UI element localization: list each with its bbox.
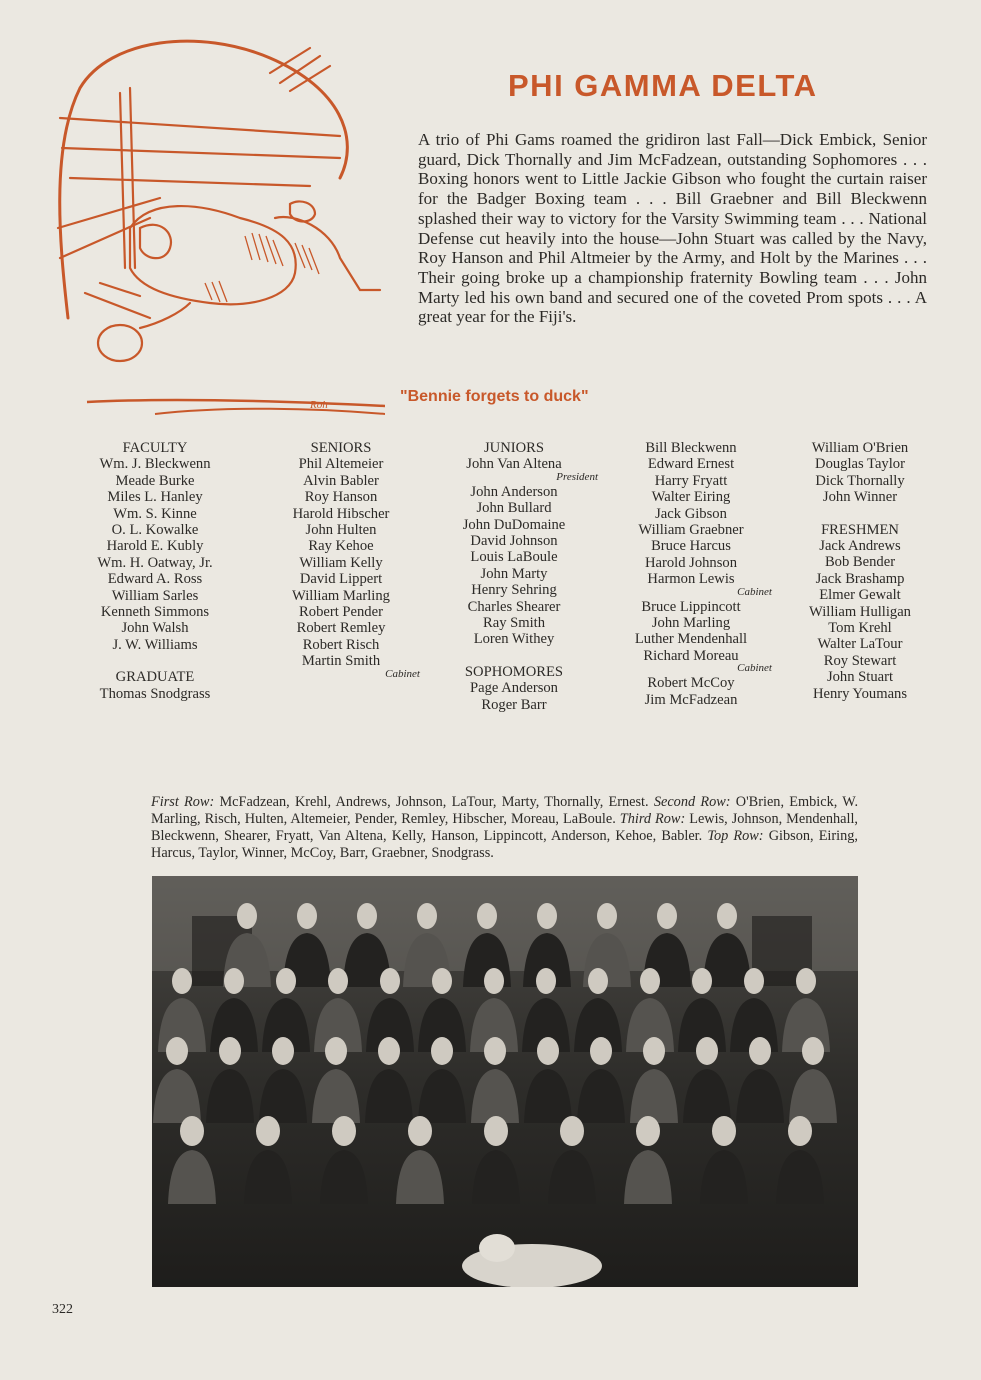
person-head [477,903,497,929]
roster-column-juniors-cont [610,440,772,708]
roster-entry: Jim McFadzean [644,691,738,708]
person-head [712,1116,736,1146]
person-head [432,968,452,994]
roster-entry: Ray Kehoe [308,538,374,555]
roster-entry: Elmer Gewalt [819,587,901,604]
roster-entry: GRADUATE [115,669,195,686]
person-head [172,968,192,994]
roster-entry: Edward A. Ross [107,571,203,588]
roster-entry: William Hulligan [809,603,911,620]
photo-caption [151,794,858,862]
roster-entry: Bill Bleckwenn [645,440,737,456]
roster-entry: Loren Withey [473,631,555,648]
first-row-label: First Row: [151,794,215,810]
person-head [597,903,617,929]
roster-entry: John Stuart [826,669,894,686]
person-head [256,1116,280,1146]
roster-entry: John DuDomaine [462,516,566,533]
boxing-cartoon-illustration [40,28,390,368]
person-head [484,1116,508,1146]
cartoon-signature-swash [85,392,385,428]
person-head [180,1116,204,1146]
cartoon-signature: Roh [310,399,328,411]
roster-entry: Harold Hibscher [292,505,390,522]
roster-entry: John Walsh [121,620,189,637]
roster-entry: Louis LaBoule [470,549,558,566]
roster-entry: Jack Brashamp [815,570,905,587]
cartoon-caption: "Bennie forgets to duck" [400,388,589,405]
roster-entry: John Anderson [470,483,558,500]
roster-entry: John Bullard [476,500,552,517]
roster-entry: Tom Krehl [828,620,892,637]
roster-entry: Meade Burke [115,472,195,489]
roster-entry: Charles Shearer [467,598,561,615]
roster-entry: William Kelly [299,554,383,571]
person-head [332,1116,356,1146]
top-row-label: Top Row: [707,828,764,844]
roster-note: Cabinet [385,667,420,680]
roster-entry: Miles L. Hanley [107,489,203,506]
roster-entry: William O'Brien [811,440,909,456]
person-head [749,1037,771,1065]
roster-entry: Ray Smith [482,615,546,632]
roster-entry: SENIORS [310,440,372,456]
person-head [692,968,712,994]
roster-column-seniors [262,440,420,681]
person-head [560,1116,584,1146]
roster-entry: FRESHMEN [821,521,899,538]
person-head [696,1037,718,1065]
roster-entry: John Marling [651,615,731,632]
roster-entry: Thomas Snodgrass [99,685,211,702]
person-head [536,968,556,994]
roster-entry: Alvin Babler [303,472,379,489]
person-head [431,1037,453,1065]
roster-entry: Henry Sehring [471,582,557,599]
roster-entry: Wm. H. Oatway, Jr. [97,554,213,571]
roster-entry: Bruce Harcus [651,538,731,555]
person-head [484,968,504,994]
roster-entry: Harold E. Kubly [106,538,204,555]
roster-entry: David Johnson [470,533,558,550]
person-head [588,968,608,994]
roster-entry: Roy Hanson [304,489,378,506]
third-row-label: Third Row: [619,811,686,827]
person-head [796,968,816,994]
person-head [272,1037,294,1065]
roster-entry: Kenneth Simmons [100,604,210,621]
roster-entry: John Marty [480,565,548,582]
roster-entry: Robert Pender [299,604,383,621]
person-head [357,903,377,929]
person-head [717,903,737,929]
person-head [484,1037,506,1065]
top-row-names: Gibson, Eiring, Harcus, Taylor, Winner, McCoy, Barr, Graebner, Snodgrass. [151,828,859,861]
roster-entry: Wm. S. Kinne [113,505,197,522]
roster-entry: Harmon Lewis [647,571,735,588]
roster-entry: Harold Johnson [644,554,738,571]
roster-entry: Walter LaTour [817,636,903,653]
person-head [657,903,677,929]
group-photo-art [152,876,858,1287]
person-head [744,968,764,994]
person-head [276,968,296,994]
person-head [640,968,660,994]
roster-entry: Phil Altemeier [298,456,384,473]
roster-entry: SOPHOMORES [464,663,564,680]
roster-entry: Dick Thornally [815,472,905,489]
roster-entry: JUNIORS [483,440,544,456]
person-head [380,968,400,994]
roster-entry: Robert Remley [296,620,386,637]
roster-entry: William Sarles [111,587,199,604]
person-head [537,903,557,929]
intro-paragraph: A trio of Phi Gams roamed the gridiron last Fall—Dick Embick, Senior guard, Dick Thornally and Jim McFadzean, outstanding Sophomores . . . Boxing honors went to Little Jackie Gibson who fought the curtain raiser for the Badger Boxing team . . . Bill Graebner and Bill Bleckwenn splashed their way to victory for the Varsity Swimming team . . . National Defense cut heavily into the house—John Stuart was called by the Navy, Roy Hanson and Phil Altmeier by the Army, and Holt by the Marines . . . Their going broke up a championship fraternity Bowling team . . . John Marty led his own band and secured one of the coveted Prom spots . . . A great year for the Fiji's. [418,130,927,327]
roster-entry: FACULTY [122,440,188,456]
roster-entry: John Winner [822,489,898,506]
page-number: 322 [52,1302,73,1317]
roster-entry: Edward Ernest [647,456,735,473]
roster-entry: Robert McCoy [647,675,735,692]
roster-note: President [556,470,598,483]
roster-entry: Jack Gibson [655,505,727,522]
second-row-label: Second Row: [653,794,731,810]
person-head [325,1037,347,1065]
roster-entry: Robert Risch [302,636,380,653]
roster-note: Cabinet [737,662,772,675]
roster-entry: John Hulten [305,522,377,539]
person-head [328,968,348,994]
person-head [378,1037,400,1065]
page-title: PHI GAMMA DELTA [508,68,818,103]
third-row-names: Lewis, Johnson, Mendenhall, Bleckwenn, Shearer, Fryatt, Van Altena, Kelly, Hanson, Lippincott, Anderson, Kehoe, Babler. [151,811,859,844]
roster-spacer [75,653,235,669]
person-head [219,1037,241,1065]
roster-entry: Roger Barr [481,696,547,713]
roster-entry: William Marling [292,587,390,604]
first-row-names: McFadzean, Krehl, Andrews, Johnson, LaTour, Marty, Thornally, Ernest. [219,794,649,810]
person-head [297,903,317,929]
person-head [237,903,257,929]
roster-entry: Richard Moreau [643,647,739,664]
person-head [537,1037,559,1065]
roster-entry: J. W. Williams [112,636,198,653]
roster-entry: Jack Andrews [819,538,901,555]
roster-entry: Henry Youmans [812,685,908,702]
roster-entry: Bruce Lippincott [641,598,741,615]
roster-entry: Bob Bender [824,554,896,571]
person-head [590,1037,612,1065]
roster-entry: Martin Smith [301,653,381,670]
person-head [417,903,437,929]
person-head [224,968,244,994]
roster-entry: David Lippert [299,571,383,588]
person-head [636,1116,660,1146]
roster-entry: Roy Stewart [823,652,897,669]
roster-entry: William Graebner [638,522,744,539]
roster-entry: Walter Eiring [651,489,731,506]
person-head [643,1037,665,1065]
person-head [166,1037,188,1065]
roster-entry: Harry Fryatt [654,472,728,489]
roster-spacer [430,648,598,664]
person-head [788,1116,812,1146]
roster-entry: Wm. J. Bleckwenn [99,456,211,473]
second-row-names: O'Brien, Embick, W. Marling, Risch, Hulten, Altemeier, Pender, Remley, Hibscher, Moreau, LaBoule. [151,794,859,827]
roster-spacer [785,506,935,522]
roster-entry: John Van Altena [466,456,562,473]
roster-entry: Luther Mendenhall [634,631,748,648]
roster-column-juniors [430,440,598,713]
roster-column-faculty [75,440,235,702]
roster-entry: O. L. Kowalke [111,522,199,539]
roster-entry: Douglas Taylor [815,456,905,473]
group-photo [152,876,858,1287]
roster-entry: Page Anderson [470,680,558,697]
person-head [802,1037,824,1065]
person-head [408,1116,432,1146]
roster-note: Cabinet [737,585,772,598]
roster-column-freshmen [785,440,935,702]
